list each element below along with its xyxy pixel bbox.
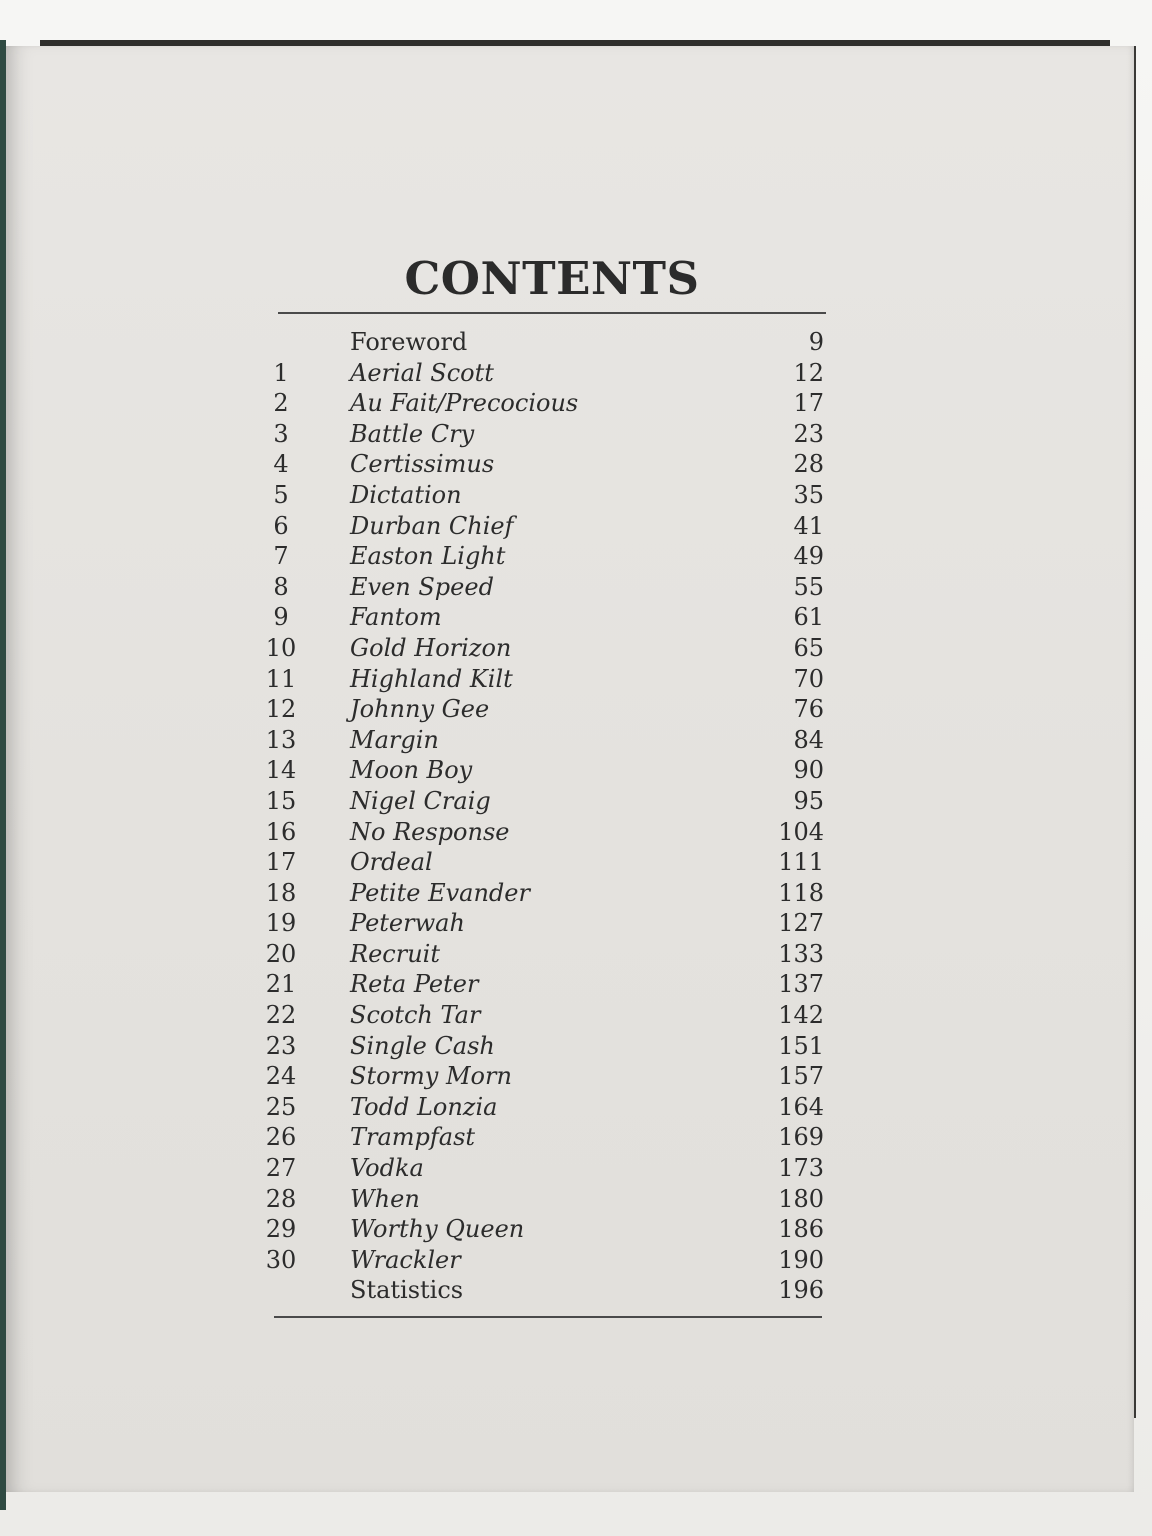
toc-entry xyxy=(262,969,828,1000)
page-number: 127 xyxy=(778,909,824,938)
chapter-title: Easton Light xyxy=(350,542,506,571)
chapter-number: 22 xyxy=(265,1001,297,1030)
chapter-number: 4 xyxy=(273,450,289,479)
chapter-title: No Response xyxy=(350,817,510,846)
chapter-title: Foreword xyxy=(350,328,468,356)
page-number: 12 xyxy=(793,358,824,387)
page-number: 90 xyxy=(793,756,824,785)
chapter-number: 20 xyxy=(265,939,297,968)
chapter-title: Todd Lonzia xyxy=(350,1092,498,1121)
toc-entry xyxy=(262,908,828,939)
toc-entry xyxy=(262,1061,828,1092)
chapter-title: Aerial Scott xyxy=(350,358,494,387)
chapter-title: Battle Cry xyxy=(350,419,475,448)
chapter-number: 30 xyxy=(265,1245,297,1274)
toc-entry xyxy=(262,633,828,664)
toc-entry xyxy=(262,725,828,756)
toc-entry xyxy=(262,572,828,603)
toc-entry xyxy=(262,1031,828,1062)
chapter-number: 24 xyxy=(265,1062,297,1091)
page-number: 23 xyxy=(793,419,824,448)
toc-entry xyxy=(262,1214,828,1245)
chapter-title: Wrackler xyxy=(350,1245,461,1274)
chapter-number: 9 xyxy=(273,603,289,632)
page-number: 76 xyxy=(793,695,824,724)
toc-entry xyxy=(262,1153,828,1184)
chapter-title: Scotch Tar xyxy=(350,1001,481,1030)
toc-entry xyxy=(262,939,828,970)
toc-entry xyxy=(262,755,828,786)
chapter-number: 6 xyxy=(273,511,289,540)
page-number: 9 xyxy=(808,328,824,356)
toc-entry xyxy=(262,1245,828,1276)
toc-entry xyxy=(262,602,828,633)
chapter-title: When xyxy=(350,1184,420,1213)
page-number: 186 xyxy=(778,1215,824,1244)
chapter-title: Ordeal xyxy=(350,848,433,877)
chapter-title: Reta Peter xyxy=(350,970,479,999)
top-divider xyxy=(278,312,826,314)
page-number: 28 xyxy=(793,450,824,479)
toc-entry xyxy=(262,664,828,695)
chapter-title: Au Fait/Precocious xyxy=(350,389,579,418)
chapter-number: 12 xyxy=(265,695,297,724)
chapter-number: 13 xyxy=(265,725,297,754)
chapter-title: Nigel Craig xyxy=(350,786,491,815)
page-number: 118 xyxy=(778,878,824,907)
page-number: 180 xyxy=(778,1184,824,1213)
toc-entry xyxy=(262,817,828,848)
chapter-number: 25 xyxy=(265,1092,297,1121)
chapter-number: 21 xyxy=(265,970,297,999)
page-number: 111 xyxy=(778,848,824,877)
toc-entry xyxy=(262,541,828,572)
page-number: 104 xyxy=(778,817,824,846)
page-number: 196 xyxy=(778,1276,824,1305)
contents-heading: CONTENTS xyxy=(404,252,700,305)
toc-entry xyxy=(262,1275,828,1306)
chapter-number: 17 xyxy=(265,848,297,877)
chapter-number: 2 xyxy=(273,389,289,418)
toc-entry xyxy=(262,694,828,725)
toc-entry xyxy=(262,1000,828,1031)
chapter-number: 18 xyxy=(265,878,297,907)
chapter-title: Trampfast xyxy=(350,1123,476,1152)
chapter-title: Moon Boy xyxy=(350,756,473,785)
chapter-title: Highland Kilt xyxy=(350,664,513,693)
toc-entry xyxy=(262,449,828,480)
page-number: 70 xyxy=(793,664,824,693)
page-number: 41 xyxy=(793,511,824,540)
toc-entry xyxy=(262,878,828,909)
chapter-number: 14 xyxy=(265,756,297,785)
chapter-number: 1 xyxy=(273,358,289,387)
toc-entry xyxy=(262,847,828,878)
chapter-number: 28 xyxy=(265,1184,297,1213)
toc-entry xyxy=(262,511,828,542)
chapter-title: Statistics xyxy=(350,1276,464,1305)
toc-entry xyxy=(262,388,828,419)
toc-entry xyxy=(262,786,828,817)
page-number: 164 xyxy=(778,1092,824,1121)
page-number: 95 xyxy=(793,786,824,815)
chapter-title: Vodka xyxy=(350,1154,424,1183)
chapter-number: 3 xyxy=(273,419,289,448)
chapter-number: 29 xyxy=(265,1215,297,1244)
page-number: 35 xyxy=(793,480,824,509)
page-number: 55 xyxy=(793,572,824,601)
toc-entry xyxy=(262,358,828,389)
chapter-title: Dictation xyxy=(350,480,462,509)
bottom-divider xyxy=(274,1316,822,1318)
toc-entry xyxy=(262,1122,828,1153)
toc-entry xyxy=(262,327,828,358)
page-number: 133 xyxy=(778,939,824,968)
chapter-title: Durban Chief xyxy=(350,511,514,540)
chapter-number: 27 xyxy=(265,1154,297,1183)
chapter-title: Single Cash xyxy=(350,1031,495,1060)
page-number: 169 xyxy=(778,1123,824,1152)
chapter-number: 7 xyxy=(273,542,289,571)
chapter-number: 19 xyxy=(265,909,297,938)
chapter-number: 8 xyxy=(273,572,289,601)
chapter-number: 16 xyxy=(265,817,297,846)
chapter-number: 15 xyxy=(265,786,297,815)
chapter-number: 11 xyxy=(265,664,297,693)
toc-entry xyxy=(262,1184,828,1215)
chapter-title: Gold Horizon xyxy=(350,633,512,662)
contents-list xyxy=(262,327,828,1306)
page-number: 17 xyxy=(793,389,824,418)
chapter-title: Johnny Gee xyxy=(350,695,490,724)
page-number: 173 xyxy=(778,1154,824,1183)
chapter-title: Margin xyxy=(350,725,439,754)
chapter-title: Certissimus xyxy=(350,450,495,479)
toc-entry xyxy=(262,1092,828,1123)
page-number: 151 xyxy=(778,1031,824,1060)
chapter-title: Fantom xyxy=(350,603,442,632)
page-number: 84 xyxy=(793,725,824,754)
chapter-title: Stormy Morn xyxy=(350,1062,512,1091)
chapter-number: 10 xyxy=(265,633,297,662)
chapter-number: 5 xyxy=(273,480,289,509)
page-number: 61 xyxy=(793,603,824,632)
chapter-title: Recruit xyxy=(350,939,440,968)
toc-entry xyxy=(262,480,828,511)
page-number: 137 xyxy=(778,970,824,999)
chapter-number: 23 xyxy=(265,1031,297,1060)
chapter-title: Peterwah xyxy=(350,909,465,938)
chapter-title: Even Speed xyxy=(350,572,494,601)
toc-entry xyxy=(262,419,828,450)
page-number: 65 xyxy=(793,633,824,662)
chapter-number: 26 xyxy=(265,1123,297,1152)
page-number: 142 xyxy=(778,1001,824,1030)
chapter-title: Worthy Queen xyxy=(350,1215,525,1244)
page-number: 190 xyxy=(778,1245,824,1274)
page-number: 49 xyxy=(793,542,824,571)
page-number: 157 xyxy=(778,1062,824,1091)
chapter-title: Petite Evander xyxy=(350,878,530,907)
